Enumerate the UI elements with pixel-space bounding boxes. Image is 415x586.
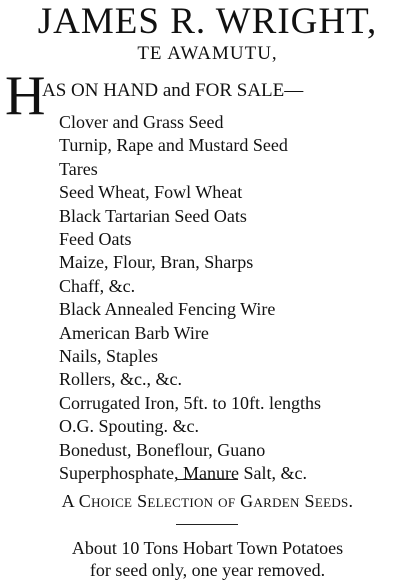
potatoes-notice: [0, 537, 415, 581]
goods-item: Turnip, Rape and Mustard Seed: [59, 135, 288, 156]
section-divider: [176, 479, 238, 480]
goods-item: Corrugated Iron, 5ft. to 10ft. lengths: [59, 392, 321, 413]
goods-list: [59, 111, 321, 486]
goods-item: Black Tartarian Seed Oats: [59, 205, 247, 226]
goods-item: Maize, Flour, Bran, Sharps: [59, 252, 254, 273]
goods-item: Black Annealed Fencing Wire: [59, 299, 276, 320]
goods-item: Superphosphate, Manure Salt, &c.: [59, 463, 307, 484]
garden-seeds-notice: A Choice Selection of Garden Seeds.: [61, 491, 354, 511]
potatoes-line: for seed only, one year removed.: [89, 560, 326, 580]
potatoes-line: About 10 Tons Hobart Town Potatoes: [71, 538, 344, 558]
section-divider: [176, 524, 238, 525]
goods-item: Seed Wheat, Fowl Wheat: [59, 182, 243, 203]
goods-item: Chaff, &c.: [59, 275, 136, 296]
advertiser-name: JAMES R. WRIGHT,: [37, 1, 378, 42]
goods-item: Feed Oats: [59, 229, 132, 250]
intro-line: AS ON HAND and FOR SALE—: [42, 80, 304, 101]
goods-item: American Barb Wire: [59, 322, 209, 343]
advertiser-place: TE AWAMUTU,: [137, 43, 278, 64]
goods-item: Clover and Grass Seed: [59, 112, 224, 132]
goods-item: Bonedust, Boneflour, Guano: [59, 439, 266, 460]
drop-cap-letter: H: [5, 65, 46, 127]
goods-item: Rollers, &c., &c.: [59, 369, 182, 390]
goods-item: Nails, Staples: [59, 346, 158, 367]
goods-item: O.G. Spouting. &c.: [59, 416, 200, 437]
goods-item: Tares: [59, 158, 98, 179]
